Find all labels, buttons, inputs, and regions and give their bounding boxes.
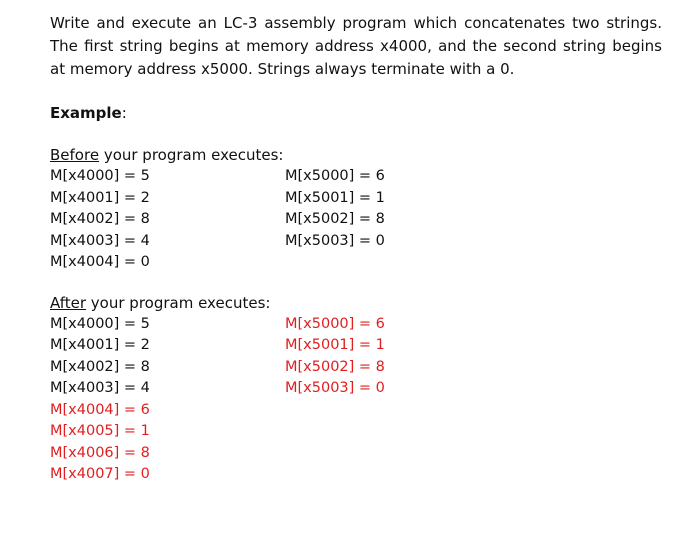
after-caption <box>50 293 662 314</box>
memory-entry: M[x4000] = 5 <box>50 315 150 332</box>
memory-entry-highlighted: M[x4007] = 0 <box>50 466 150 482</box>
memory-entry: M[x5002] = 8 <box>285 211 385 227</box>
memory-entry-highlighted: M[x5002] = 8 <box>285 358 385 375</box>
memory-entry: M[x4001] = 2 <box>50 189 150 206</box>
example-heading <box>50 102 662 124</box>
after-caption-rest: your program executes: <box>86 293 271 312</box>
memory-entry-highlighted: M[x4006] = 8 <box>50 444 150 461</box>
before-right-column <box>285 166 485 274</box>
before-section <box>50 145 662 274</box>
example-colon: : <box>121 104 127 122</box>
before-caption <box>50 145 662 166</box>
memory-entry-highlighted: M[x5003] = 0 <box>285 380 385 396</box>
before-caption-rest: your program executes: <box>99 146 284 164</box>
memory-entry: M[x5001] = 1 <box>285 189 385 206</box>
example-label: Example <box>50 104 122 122</box>
before-memory-columns <box>50 166 662 274</box>
intro-paragraph: Write and execute an LC-3 assembly program which concatenates two strings. The first string begins at memory address x4000, and the second string begins at memory address x5000. Strings always terminate with a 0. <box>50 14 662 78</box>
after-section <box>50 293 662 486</box>
memory-entry: M[x4001] = 2 <box>50 337 150 353</box>
memory-entry: M[x5000] = 6 <box>285 168 385 184</box>
memory-entry: M[x4002] = 8 <box>50 358 150 375</box>
memory-entry: M[x4004] = 0 <box>50 254 150 270</box>
memory-entry: M[x4003] = 4 <box>50 232 150 249</box>
after-right-column <box>285 314 485 486</box>
after-memory-columns <box>50 314 662 486</box>
memory-entry-highlighted: M[x5000] = 6 <box>285 315 385 332</box>
problem-statement <box>50 12 662 486</box>
memory-entry-highlighted: M[x4005] = 1 <box>50 423 150 439</box>
before-caption-keyword: Before <box>50 146 100 164</box>
memory-entry: M[x4003] = 4 <box>50 380 150 396</box>
memory-entry: M[x5003] = 0 <box>285 232 385 249</box>
before-left-column <box>50 166 285 274</box>
memory-entry-highlighted: M[x5001] = 1 <box>285 337 385 353</box>
after-caption-keyword: After <box>50 293 87 312</box>
memory-entry-highlighted: M[x4004] = 6 <box>50 401 150 418</box>
memory-entry: M[x4000] = 5 <box>50 168 150 184</box>
after-left-column <box>50 314 285 486</box>
memory-entry: M[x4002] = 8 <box>50 211 150 227</box>
